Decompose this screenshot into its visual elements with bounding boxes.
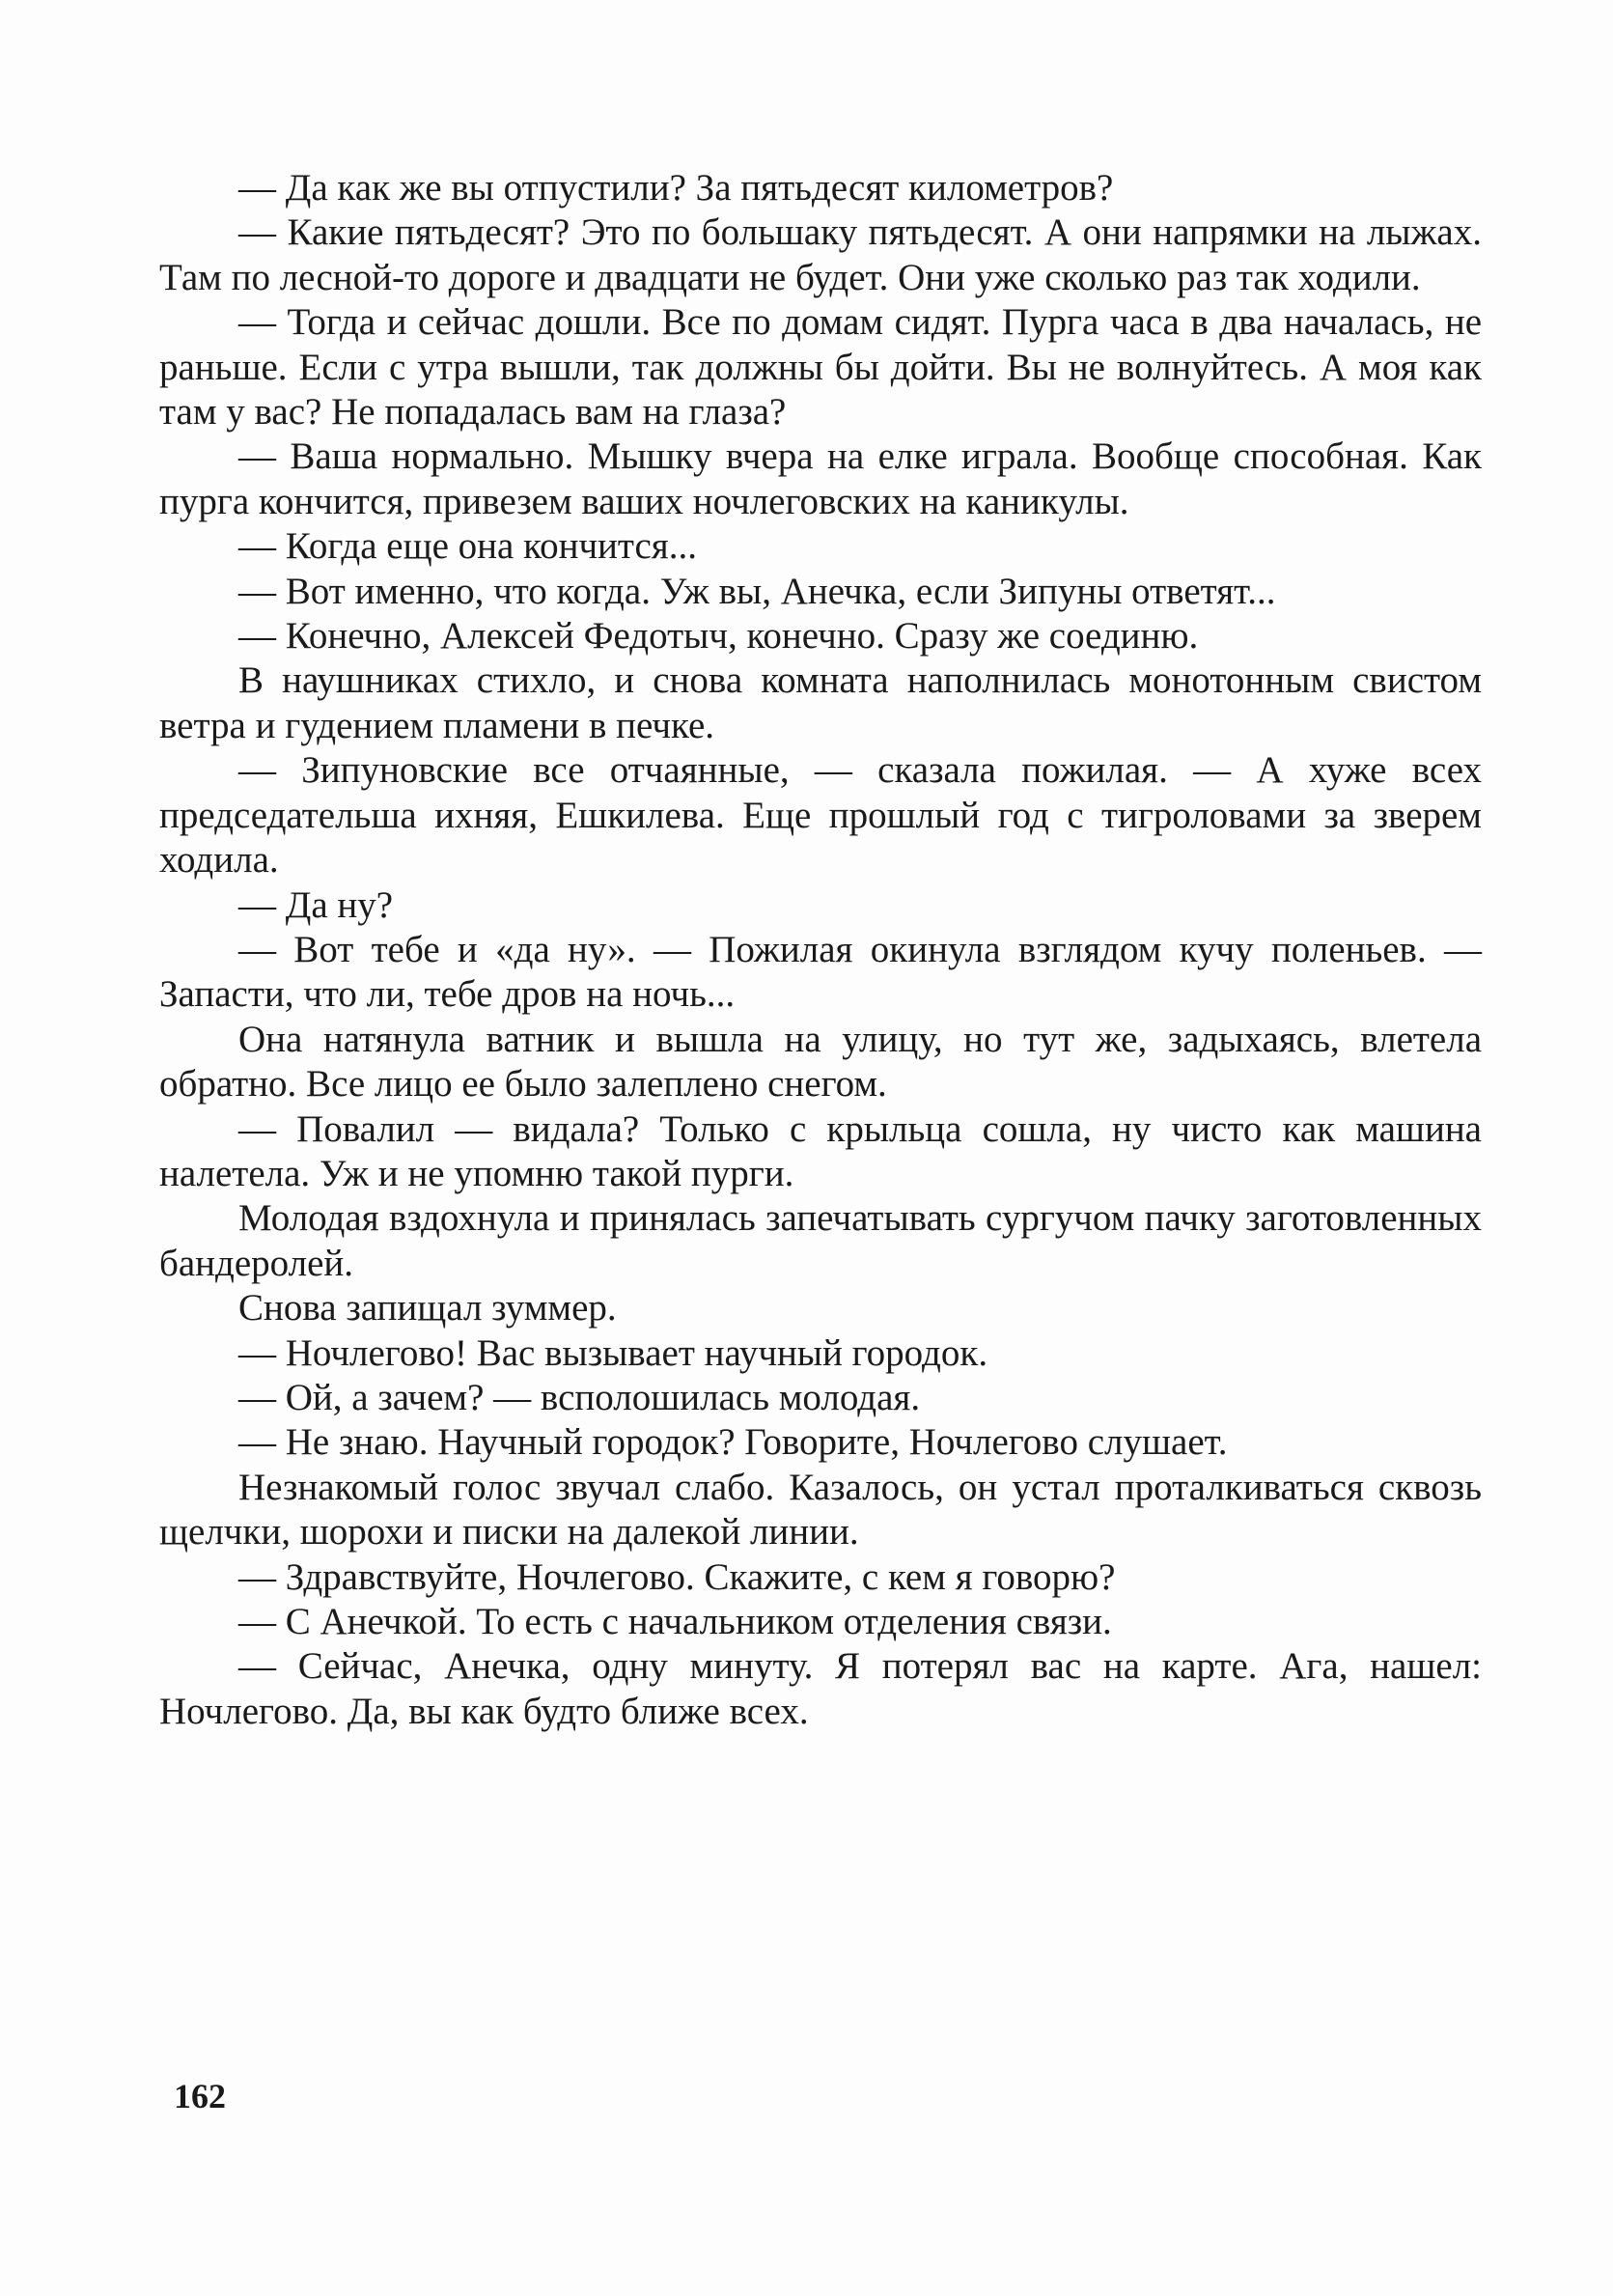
paragraph: — Конечно, Алексей Федотыч, конечно. Сразу же соединю. bbox=[238, 615, 1199, 658]
paragraph: — Тогда и сейчас дошли. Все по домам сидят. Пурга часа в два началась, не раньше. Если с утра вышли, так должны бы дойти. Вы не волнуйтесь. А моя как там у вас? Не попадалась вам на глаза? bbox=[159, 301, 1482, 434]
page-number: 162 bbox=[174, 2077, 226, 2115]
paragraph: — Здравствуйте, Ночлегово. Скажите, с кем я говорю? bbox=[238, 1555, 1116, 1598]
paragraph: — Ой, а зачем? — всполошилась молодая. bbox=[238, 1376, 921, 1418]
paragraph: Снова запищал зуммер. bbox=[238, 1287, 617, 1330]
paragraph: — Зипуновские все отчаянные, — сказала пожилая. — А хуже всех председательша ихняя, Ешкилева. Еще прошлый год с тигроловами за зверем ходила. bbox=[159, 749, 1482, 882]
paragraph: — Да как же вы отпустили? За пятьдесят километров? bbox=[238, 167, 1114, 209]
paragraph: — Вот тебе и «да ну». — Пожилая окинула взглядом кучу поленьев. — Запасти, что ли, тебе дров на ночь... bbox=[159, 928, 1482, 1016]
paragraph: — Ночлегово! Вас вызывает научный городок. bbox=[238, 1331, 988, 1374]
paragraph: — Сейчас, Анечка, одну минуту. Я потерял вас на карте. Ага, нашел: Ночлегово. Да, вы как будто ближе всех. bbox=[159, 1645, 1482, 1732]
paragraph: Незнакомый голос звучал слабо. Казалось, он устал проталкиваться сквозь щелчки, шорохи и писки на далекой линии. bbox=[159, 1466, 1482, 1554]
paragraph: — С Анечкой. То есть с начальником отделения связи. bbox=[238, 1601, 1112, 1642]
paragraph: Молодая вздохнула и принялась запечатывать сургучом пачку заготовленных бандеролей. bbox=[159, 1197, 1482, 1284]
paragraph: — Когда еще она кончится... bbox=[238, 525, 697, 568]
paragraph: — Ваша нормально. Мышку вчера на елке играла. Вообще способная. Как пурга кончится, привезем ваших ночлеговских на каникулы. bbox=[159, 435, 1482, 522]
paragraph: В наушниках стихло, и снова комната наполнилась монотонным свистом ветра и гудением пламени в печке. bbox=[159, 659, 1482, 746]
page-text bbox=[159, 166, 1482, 1734]
paragraph: Она натянула ватник и вышла на улицу, но тут же, задыхаясь, влетела обратно. Все лицо ее было залеплено снегом. bbox=[159, 1018, 1482, 1106]
paragraph: — Не знаю. Научный городок? Говорите, Ночлегово слушает. bbox=[238, 1421, 1228, 1464]
paragraph: — Да ну? bbox=[238, 883, 394, 926]
paragraph: — Какие пятьдесят? Это по большаку пятьдесят. А они напрямки на лыжах. Там по лесной-то дороге и двадцати не будет. Они уже сколько раз так ходили. bbox=[159, 211, 1482, 298]
paragraph: — Вот именно, что когда. Уж вы, Анечка, если Зипуны ответят... bbox=[238, 570, 1276, 612]
paragraph: — Повалил — видала? Только с крыльца сошла, ну чисто как машина налетела. Уж и не упомню такой пурги. bbox=[159, 1107, 1482, 1194]
